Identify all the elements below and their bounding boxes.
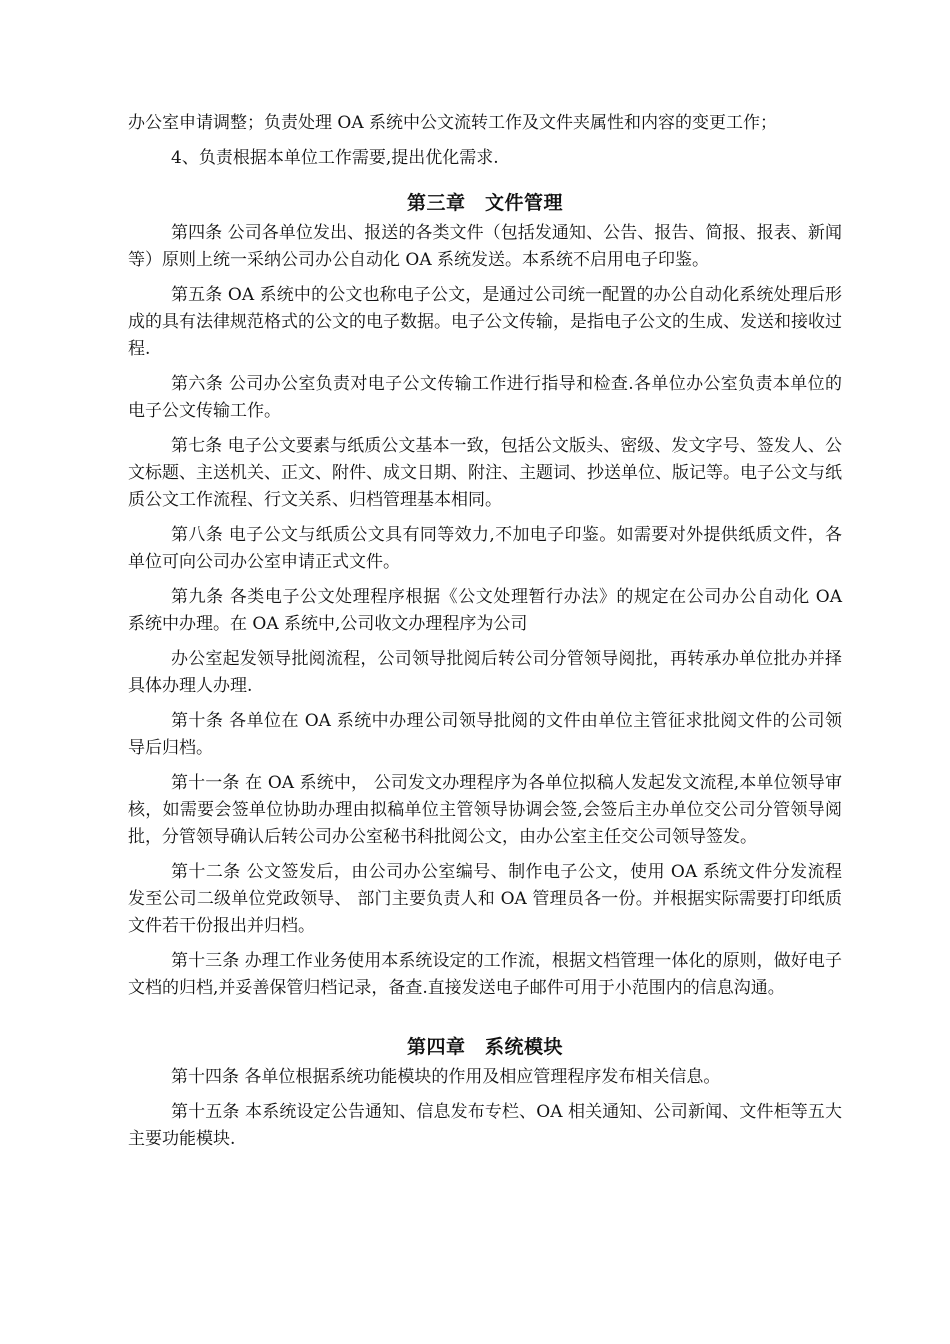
article-14: 第十四条 各单位根据系统功能模块的作用及相应管理程序发布相关信息。	[171, 1067, 721, 1087]
article-13: 第十三条 办理工作业务使用本系统设定的工作流，根据文档管理一体化的原则，做好电子文档的归档,并妥善保管归档记录，备查.直接发送电子邮件可用于小范围内的信息沟通。	[128, 951, 842, 998]
article-5: 第五条 OA 系统中的公文也称电子公文，是通过公司统一配置的办公自动化系统处理后形成的具有法律规范格式的公文的电子数据。电子公文传输，是指电子公文的生成、发送和接收过程.	[128, 285, 842, 359]
chapter-4-heading: 第四章 系统模块	[406, 1036, 563, 1058]
article-9-continued: 办公室起发领导批阅流程，公司领导批阅后转公司分管领导阅批，再转承办单位批办并择具体办理人办理.	[128, 649, 842, 696]
article-7: 第七条 电子公文要素与纸质公文基本一致，包括公文版头、密级、发文字号、签发人、公文标题、主送机关、正文、附件、成文日期、附注、主题词、抄送单位、版记等。电子公文与纸质公文工作流程、行文关系、归档管理基本相同。	[128, 436, 842, 510]
document-page	[128, 110, 842, 1161]
paragraph-continuation: 办公室申请调整；负责处理 OA 系统中公文流转工作及文件夹属性和内容的变更工作；	[128, 113, 778, 133]
article-10: 第十条 各单位在 OA 系统中办理公司领导批阅的文件由单位主管征求批阅文件的公司领导后归档。	[128, 711, 842, 758]
article-4: 第四条 公司各单位发出、报送的各类文件（包括发通知、公告、报告、简报、报表、新闻等）原则上统一采纳公司办公自动化 OA 系统发送。本系统不启用电子印鉴。	[128, 223, 842, 270]
paragraph-item-4: 4、负责根据本单位工作需要,提出优化需求.	[171, 148, 499, 168]
article-9: 第九条 各类电子公文处理程序根据《公文处理暂行办法》的规定在公司办公自动化 OA 系统中办理。在 OA 系统中,公司收文办理程序为公司	[128, 587, 842, 634]
article-11: 第十一条 在 OA 系统中， 公司发文办理程序为各单位拟稿人发起发文流程,本单位领导审核，如需要会签单位协助办理由拟稿单位主管领导协调会签,会签后主办单位交公司分管领导阅批，分管领导确认后转公司办公室秘书科批阅公文，由办公室主任交公司领导签发。	[128, 773, 842, 847]
article-6: 第六条 公司办公室负责对电子公文传输工作进行指导和检查.各单位办公室负责本单位的电子公文传输工作。	[128, 374, 842, 421]
chapter-3-heading: 第三章 文件管理	[406, 192, 563, 214]
article-15: 第十五条 本系统设定公告通知、信息发布专栏、OA 相关通知、公司新闻、文件柜等五大主要功能模块.	[128, 1102, 842, 1149]
article-8: 第八条 电子公文与纸质公文具有同等效力,不加电子印鉴。如需要对外提供纸质文件，各单位可向公司办公室申请正式文件。	[128, 525, 842, 572]
article-12: 第十二条 公文签发后，由公司办公室编号、制作电子公文，使用 OA 系统文件分发流程发至公司二级单位党政领导、 部门主要负责人和 OA 管理员各一份。并根据实际需要打印纸质文件若干份报出并归档。	[128, 862, 842, 936]
